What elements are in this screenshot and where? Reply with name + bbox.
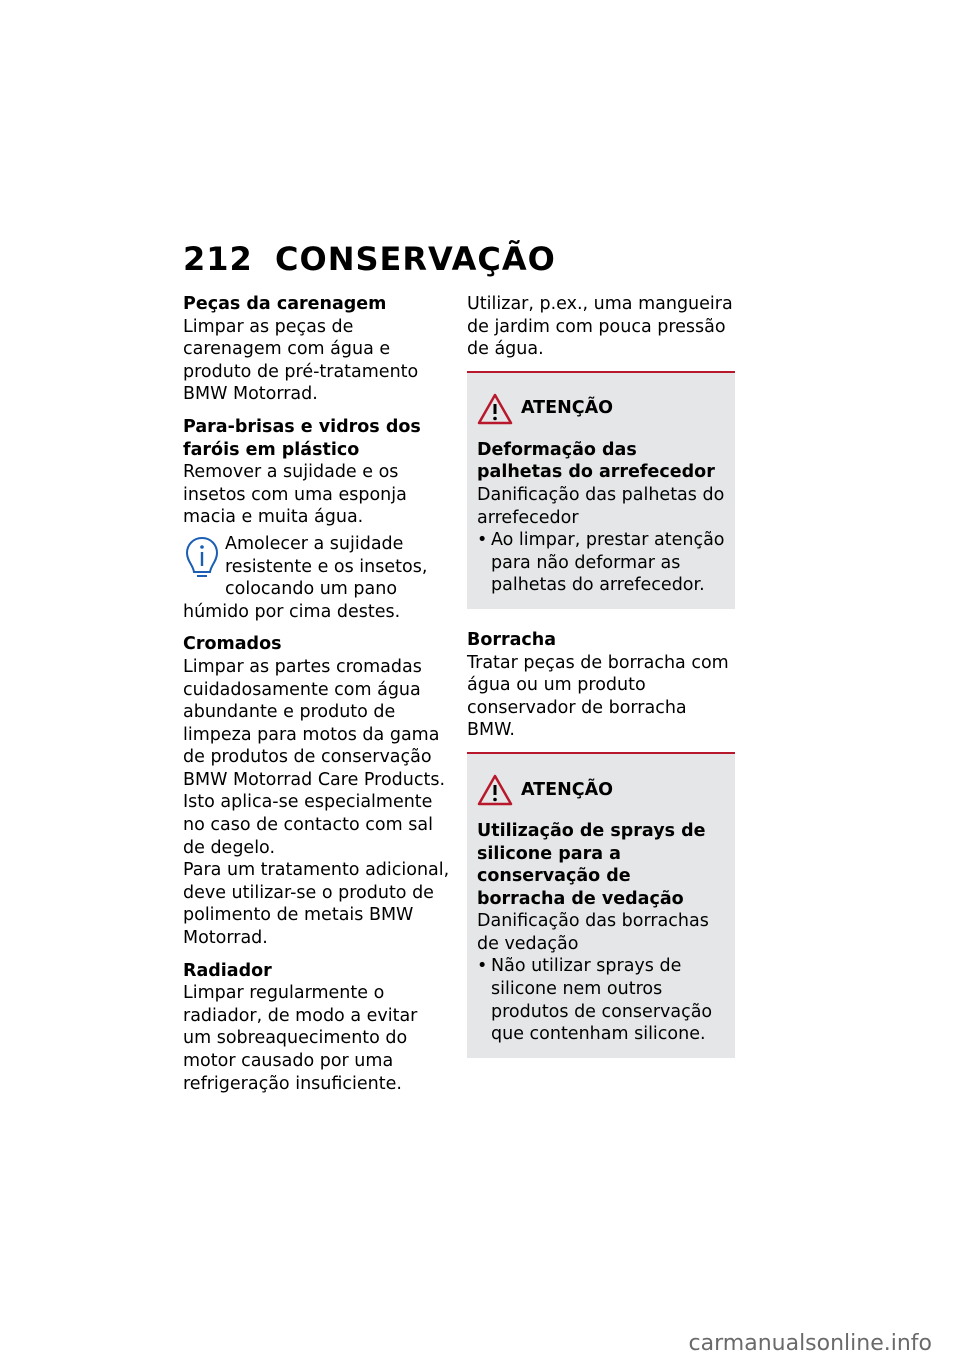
section-text: Para um tratamento adicional, deve utilizar-se o produto de polimento de metais BMW Motorrad. [183, 860, 450, 949]
warning-triangle-icon [477, 774, 513, 806]
page-title: CONSERVAÇÃO [275, 240, 556, 278]
warning-label: ATENÇÃO [521, 398, 613, 419]
section-heading: Borracha [467, 629, 557, 650]
warning-bullet [477, 955, 725, 1045]
warning-heading: Utilização de sprays de silicone para a conservação de borracha de vedação [477, 820, 706, 909]
section-windshield [183, 416, 451, 529]
warning-label: ATENÇÃO [521, 779, 613, 800]
page-header [183, 240, 556, 278]
left-column [183, 293, 451, 1105]
warning-bullet [477, 529, 725, 597]
warning-title [477, 774, 725, 806]
section-chrome [183, 633, 451, 949]
section-heading: Peças da carenagem [183, 294, 387, 314]
bullet-dot: • [477, 530, 488, 551]
warning-box-radiator [467, 371, 735, 609]
section-text: Limpar as partes cromadas cuidadosamente com água abundante e produto de limpeza para motos da gama de produtos de conservação BMW Motorrad Care Products. Isto aplica-se especialmente no caso de contacto com sal de degelo. [183, 656, 446, 858]
tip-text: Amolecer a sujidade resistente e os insetos, colocando um pano húmido por cima destes. [183, 533, 428, 622]
warning-text: Danificação das borrachas de vedação [477, 911, 709, 954]
bullet-text: Ao limpar, prestar atenção para não deformar as palhetas do arrefecedor. [491, 530, 725, 596]
warning-triangle-icon [477, 393, 513, 425]
warning-heading: Deformação das palhetas do arrefecedor [477, 439, 715, 483]
info-tip-icon [183, 535, 221, 581]
section-heading: Para-brisas e vidros dos faróis em plástico [183, 416, 421, 460]
section-fairing [183, 293, 451, 406]
intro-text: Utilizar, p.ex., uma mangueira de jardim com pouca pressão de água. [467, 294, 733, 360]
section-heading: Cromados [183, 634, 282, 655]
bullet-dot: • [477, 956, 488, 977]
page-number: 212 [183, 240, 253, 278]
right-column [467, 293, 735, 1078]
section-text: Remover a sujidade e os insetos com uma esponja macia e muita água. [183, 462, 407, 528]
section-text: Limpar regularmente o radiador, de modo a evitar um sobreaquecimento do motor causado por uma refrigeração insuficiente. [183, 983, 418, 1094]
warning-title [477, 393, 725, 425]
section-radiator [183, 960, 451, 1096]
section-heading: Radiador [183, 960, 272, 981]
bullet-text: Não utilizar sprays de silicone nem outros produtos de conservação que contenham silicone. [491, 956, 713, 1045]
tip-note [183, 533, 451, 623]
warning-box-rubber [467, 752, 735, 1058]
section-text: Tratar peças de borracha com água ou um produto conservador de borracha BMW. [467, 652, 729, 741]
section-rubber [467, 629, 735, 742]
section-text: Limpar as peças de carenagem com água e produto de pré-tratamento BMW Motorrad. [183, 316, 419, 405]
watermark: carmanualsonline.info [688, 1331, 932, 1356]
warning-text: Danificação das palhetas do arrefecedor [477, 484, 725, 528]
